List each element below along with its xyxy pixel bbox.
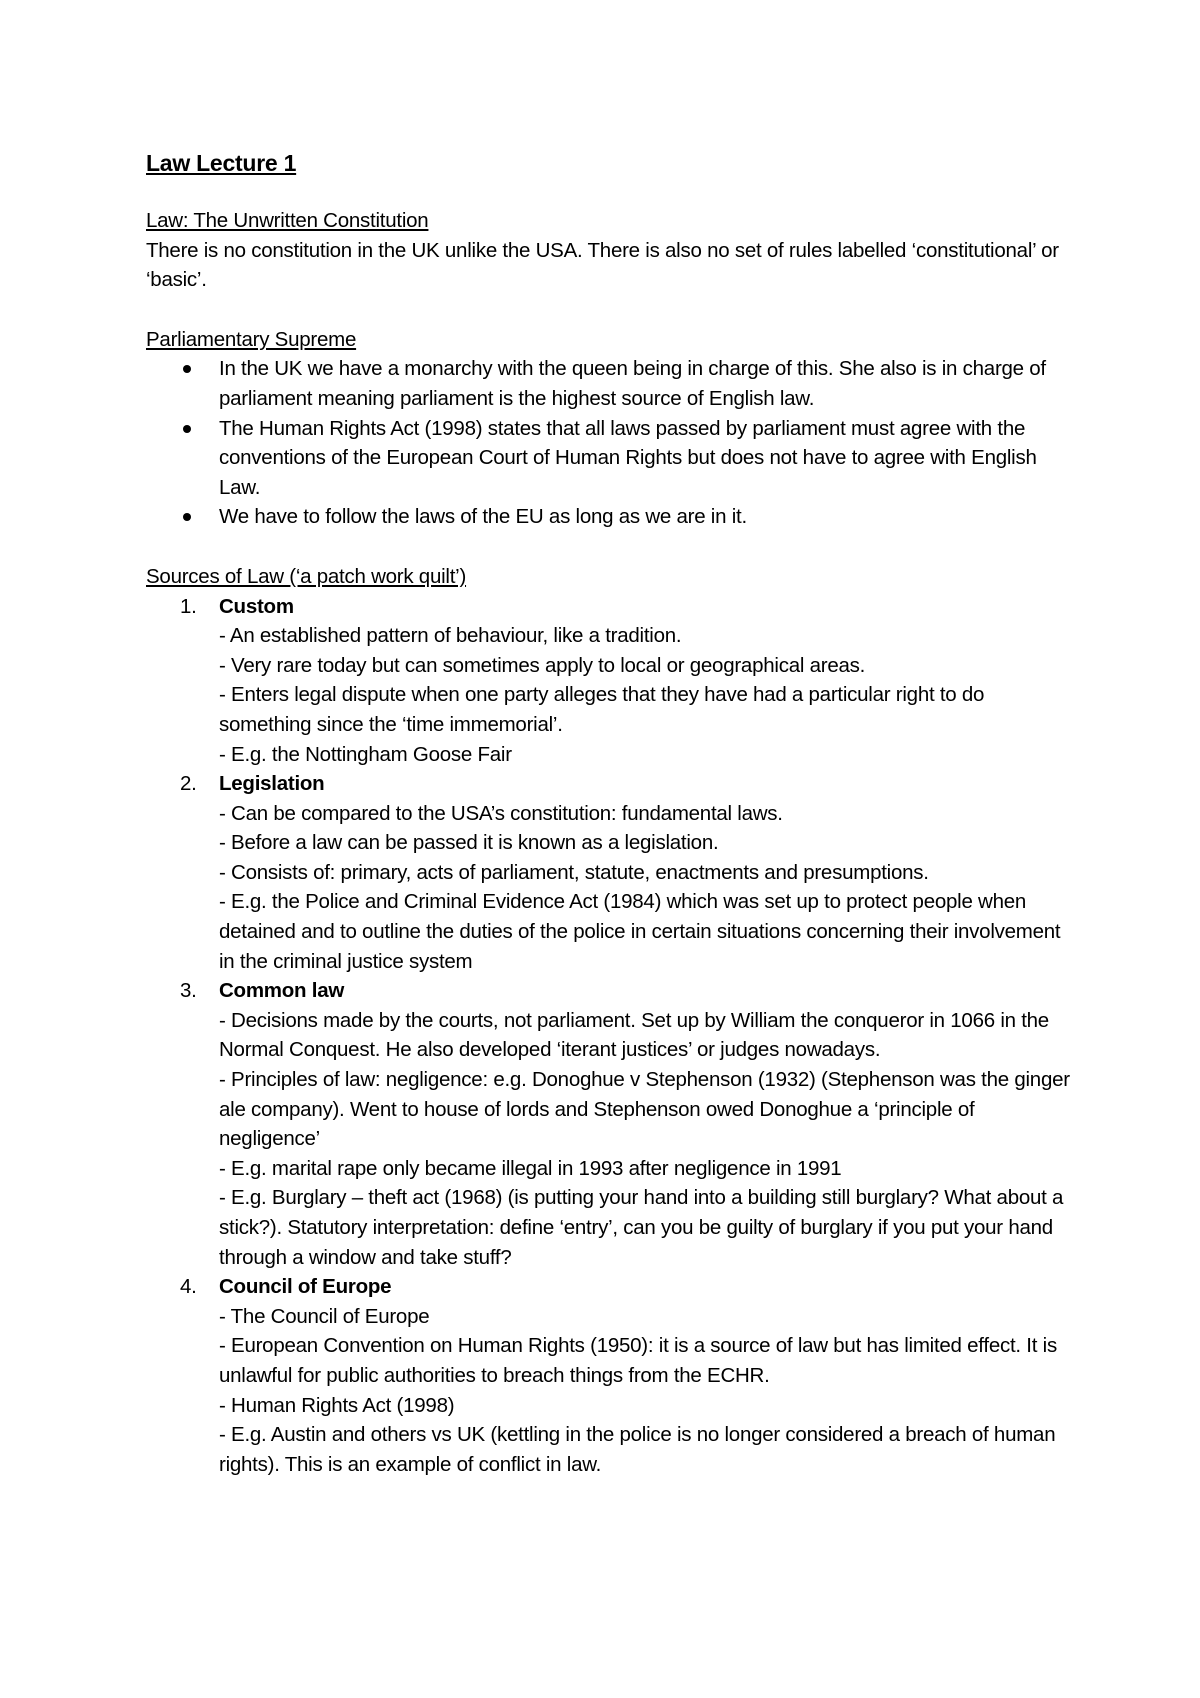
spacer	[146, 532, 1080, 562]
section-heading-unwritten-constitution: Law: The Unwritten Constitution	[146, 209, 429, 232]
source-line: - E.g. the Nottingham Goose Fair	[219, 742, 512, 766]
bullet-item	[219, 414, 1080, 503]
source-line: - E.g. marital rape only became illegal in 1993 after negligence in 1991	[219, 1156, 842, 1180]
section-heading-sources-of-law: Sources of Law (‘a patch work quilt’)	[146, 564, 467, 588]
source-line: - E.g. the Police and Criminal Evidence Act (1984) which was set up to protect people when detained and to outline the duties of the police in certain situations concerning their involvement in the criminal justice system	[219, 890, 1061, 973]
source-line: - Enters legal dispute when one party alleges that they have had a particular right to do something since the ‘time immemorial’.	[219, 683, 985, 736]
bullet-text: In the UK we have a monarchy with the queen being in charge of this. She also is in charge of parliament meaning parliament is the highest source of English law.	[219, 357, 1046, 410]
source-line: - Decisions made by the courts, not parliament. Set up by William the conqueror in 1066 in the Normal Conquest. He also developed ‘iterant justices’ or judges nowadays.	[219, 1008, 1049, 1062]
section-heading-parliamentary-supreme: Parliamentary Supreme	[146, 327, 357, 351]
bullet-text: The Human Rights Act (1998) states that all laws passed by parliament must agree with the conventions of the European Court of Human Rights but does not have to agree with English Law.	[219, 416, 1037, 499]
document-title: Law Lecture 1	[146, 150, 297, 176]
source-line: - Before a law can be passed it is known as a legislation.	[219, 831, 719, 855]
source-line: - European Convention on Human Rights (1950): it is a source of law but has limited effect. It is unlawful for public authorities to breach things from the ECHR.	[219, 1334, 1057, 1387]
source-title: Council of Europe	[219, 1275, 392, 1299]
source-line: - Can be compared to the USA’s constitution: fundamental laws.	[219, 801, 783, 825]
source-line: - E.g. Burglary – theft act (1968) (is putting your hand into a building still burglary? What about a stick?). Statutory interpretation: define ‘entry’, can you be guilty of burglary if you put your hand through a window and take stuff?	[219, 1186, 1064, 1269]
bullet-list-parliamentary-supreme	[146, 354, 1080, 532]
source-item-custom	[180, 592, 1080, 770]
bullet-item	[219, 502, 1080, 532]
source-title: Common law	[219, 979, 345, 1003]
list-number: 4.	[180, 1275, 197, 1299]
numbered-list-sources-of-law	[146, 592, 1080, 1480]
bullet-text: We have to follow the laws of the EU as long as we are in it.	[219, 505, 747, 529]
source-line: - E.g. Austin and others vs UK (kettling in the police is no longer considered a breach of human rights). This is an example of conflict in law.	[219, 1423, 1056, 1476]
source-line: - Principles of law: negligence: e.g. Donoghue v Stephenson (1932) (Stephenson was the ginger ale company). Went to house of lords and Stephenson owed Donoghue a ‘principle of negligence’	[219, 1068, 1070, 1151]
source-item-legislation	[180, 769, 1080, 976]
list-number: 2.	[180, 772, 197, 796]
source-line: - An established pattern of behaviour, like a tradition.	[219, 624, 682, 648]
source-line: - The Council of Europe	[219, 1304, 430, 1328]
source-line: - Consists of: primary, acts of parliament, statute, enactments and presumptions.	[219, 860, 929, 884]
source-line: - Human Rights Act (1998)	[219, 1393, 455, 1417]
source-title: Custom	[219, 594, 294, 618]
source-line: - Very rare today but can sometimes apply to local or geographical areas.	[219, 653, 866, 677]
source-item-council-of-europe	[180, 1272, 1080, 1479]
bullet-icon	[183, 425, 191, 433]
bullet-item	[219, 354, 1080, 413]
bullet-icon	[183, 365, 191, 373]
source-title: Legislation	[219, 772, 325, 796]
list-number: 1.	[180, 594, 197, 618]
spacer	[146, 295, 1080, 325]
list-number: 3.	[180, 979, 197, 1003]
section-text-unwritten-constitution: There is no constitution in the UK unlike the USA. There is also no set of rules labelled ‘constitutional’ or ‘basic’.	[146, 238, 1059, 292]
bullet-icon	[183, 513, 191, 521]
source-item-common-law	[180, 976, 1080, 1272]
